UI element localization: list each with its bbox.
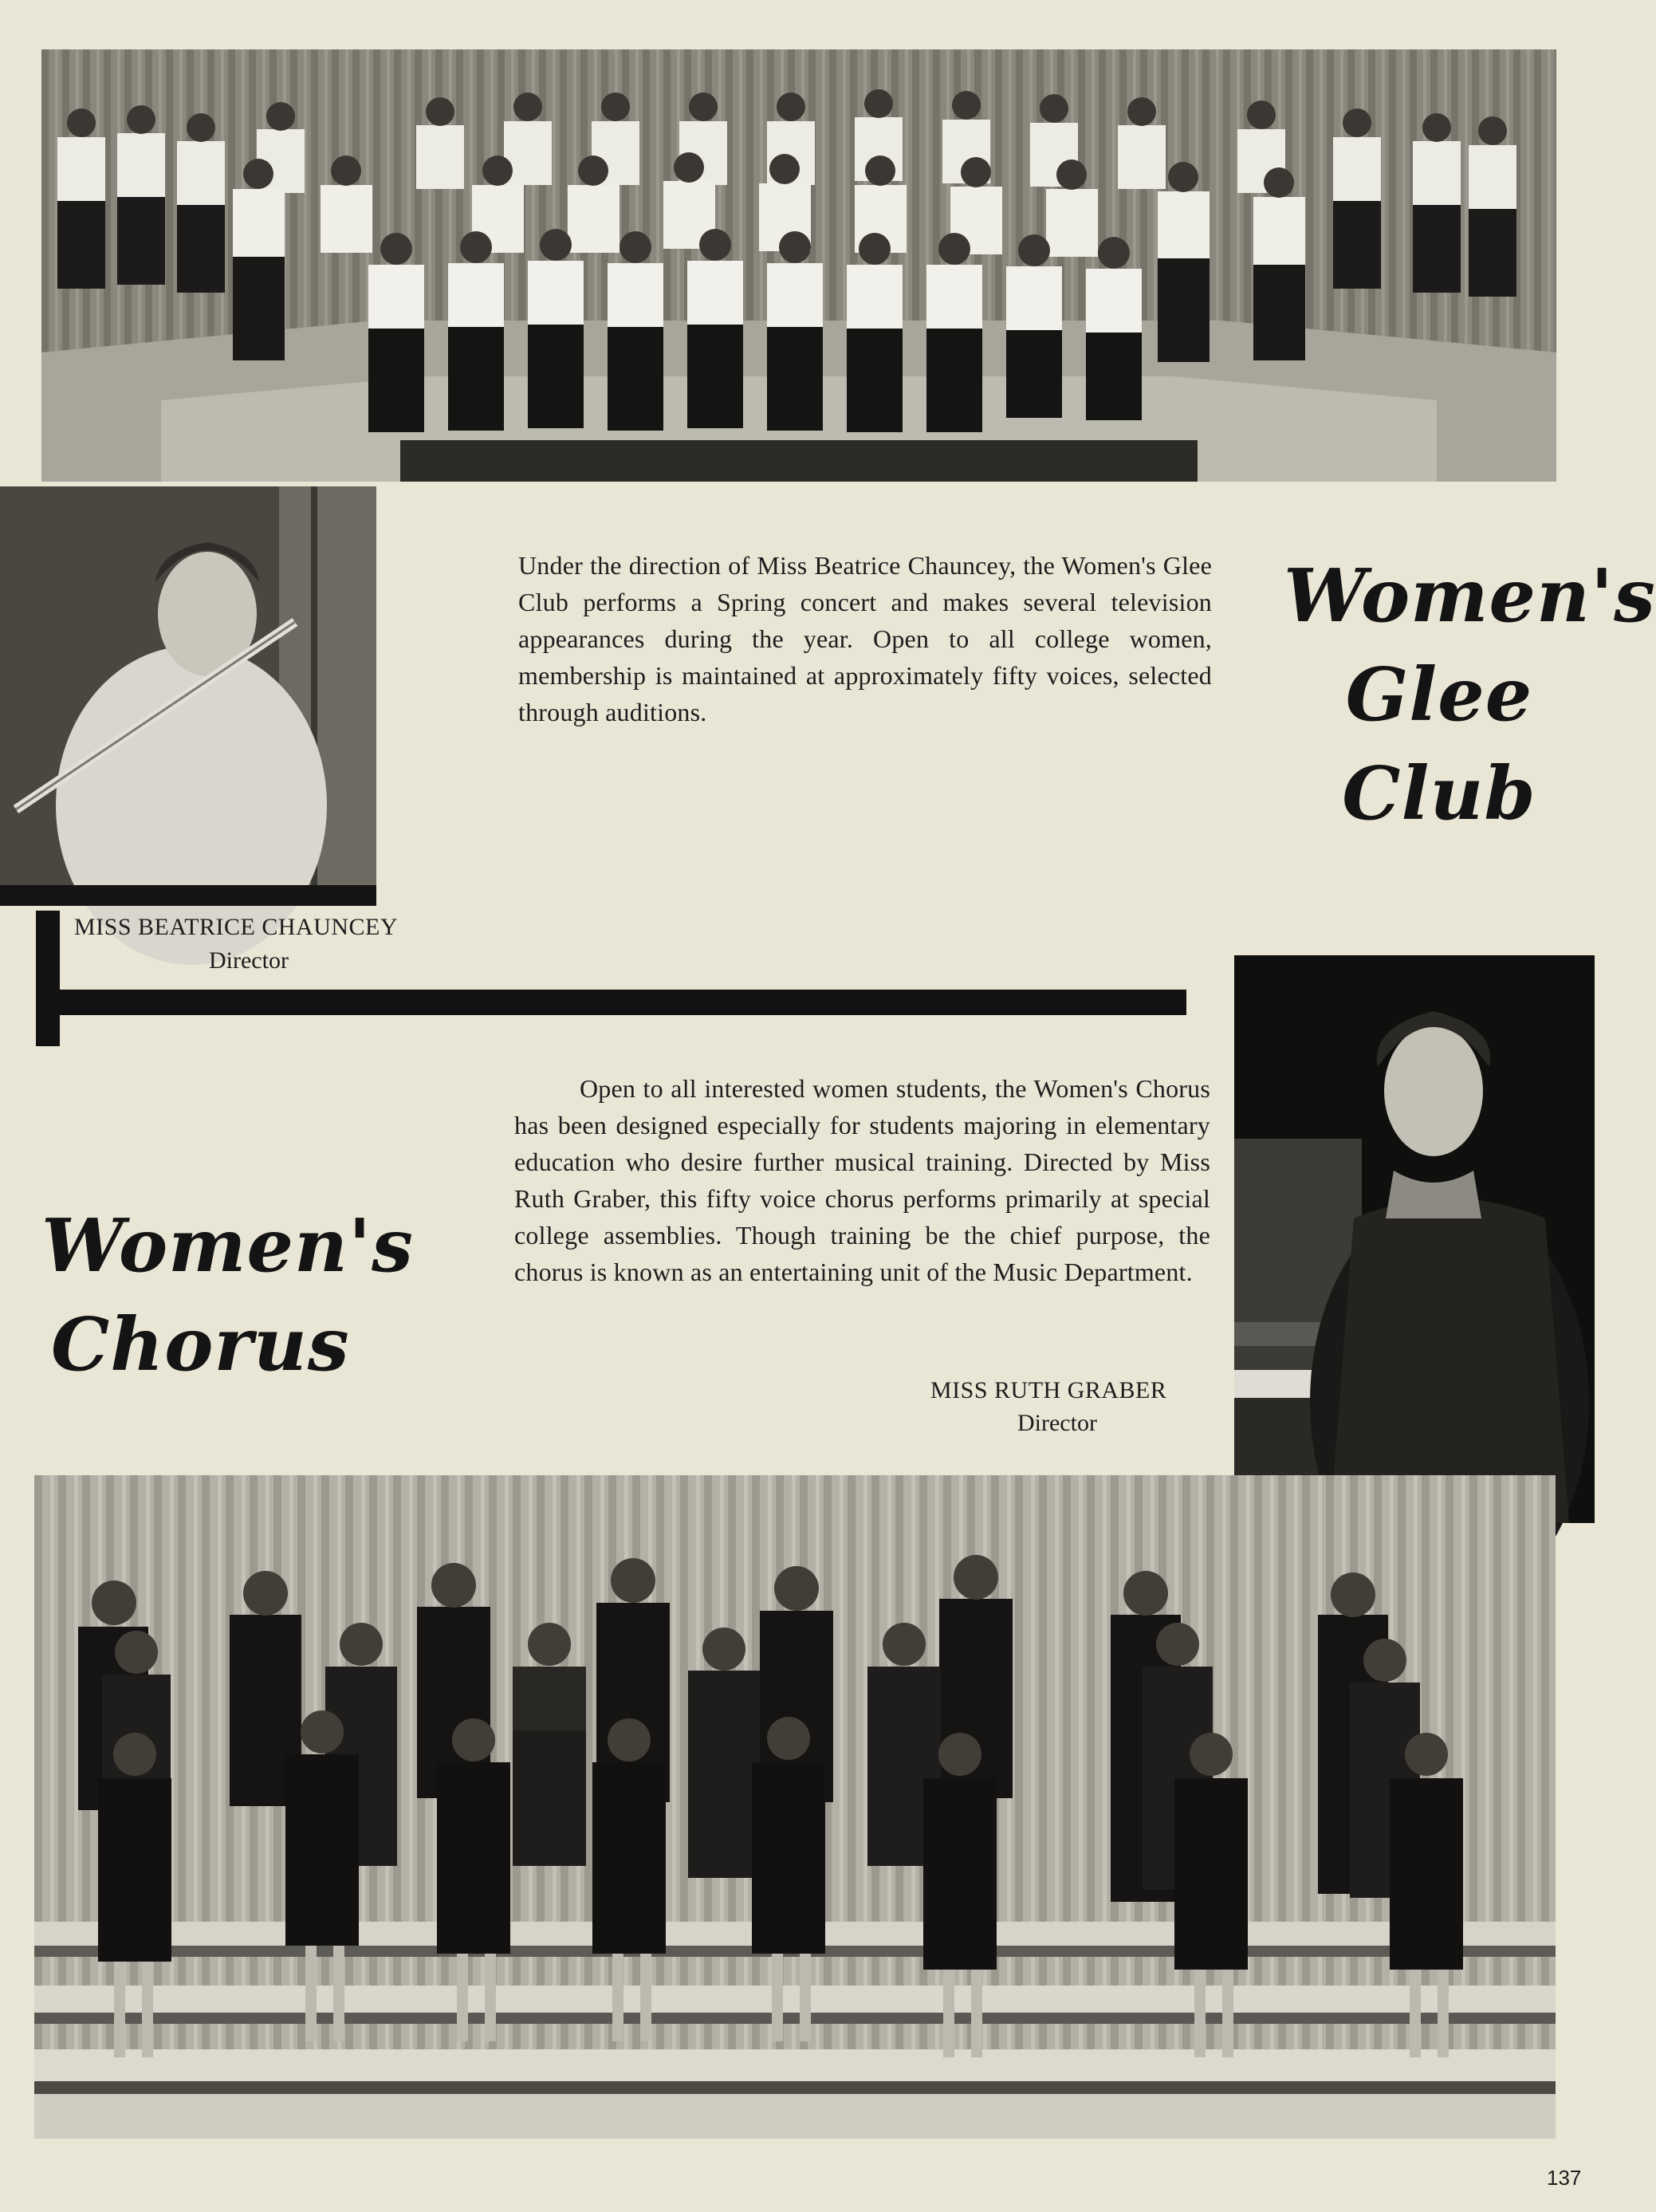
section-divider-rule bbox=[36, 990, 1186, 1015]
glee-club-group-photo bbox=[41, 49, 1556, 482]
page-number: 137 bbox=[1547, 2166, 1582, 2190]
glee-club-heading-line-3: Club bbox=[1342, 750, 1536, 836]
ruth-graber-portrait bbox=[1234, 955, 1595, 1523]
beatrice-chauncey-portrait bbox=[0, 486, 376, 906]
chorus-heading-line-1: Women's bbox=[41, 1202, 414, 1289]
chorus-group-photo bbox=[34, 1475, 1556, 2139]
glee-club-heading bbox=[1284, 546, 1656, 843]
chorus-heading-line-2: Chorus bbox=[51, 1301, 350, 1387]
chorus-heading bbox=[41, 1196, 414, 1394]
glee-club-heading-line-2: Glee bbox=[1345, 651, 1533, 738]
chorus-description: Open to all interested women students, the Women's Chorus has been designed especially for students majoring in elementary education who desire further musical training. Directed by Miss Ruth Graber, this fifty voice chorus performs primarily at special college assemblies. Though training be the chief purpose, the chorus is known as an entertaining unit of the Music Department. bbox=[514, 1074, 1210, 1286]
glee-club-director-title: Director bbox=[209, 947, 289, 974]
glee-club-description: Under the direction of Miss Beatrice Chauncey, the Women's Glee Club performs a Spring concert and makes several television appearances during the year. Open to all college women, membership is maintained at approximately fifty voices, selected through auditions. bbox=[518, 551, 1212, 726]
chorus-director-name: MISS RUTH GRABER bbox=[930, 1377, 1167, 1403]
chorus-director-title: Director bbox=[1017, 1410, 1097, 1436]
caption-bracket-vertical bbox=[36, 911, 60, 1046]
glee-club-heading-line-1: Women's bbox=[1284, 553, 1656, 639]
glee-club-director-name: MISS BEATRICE CHAUNCEY bbox=[74, 914, 399, 940]
